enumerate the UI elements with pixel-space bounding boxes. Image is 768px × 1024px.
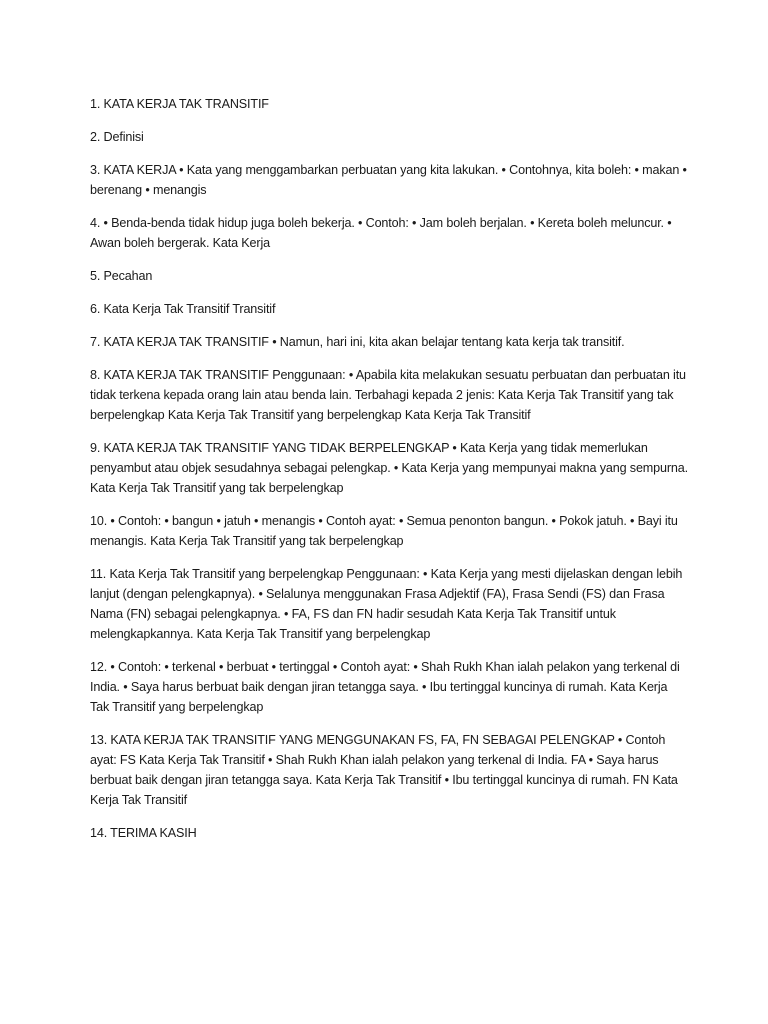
paragraph-1: 1. KATA KERJA TAK TRANSITIF [90, 97, 269, 111]
paragraph-2: 2. Definisi [90, 130, 144, 144]
paragraph-5: 5. Pecahan [90, 269, 153, 283]
paragraph-11: 11. Kata Kerja Tak Transitif yang berpelengkap Penggunaan: • Kata Kerja yang mesti dijelaskan dengan lebih lanjut (dengan pelengkapnya). • Selalunya menggunakan Frasa Adjektif (FA), Frasa Sendi (FS) dan Frasa Nama (FN) sebagai pelengkapnya. • FA, FS dan FN hadir sesudah Kata Kerja Tak Transitif untuk melengkapkannya. Kata Kerja Tak Transitif yang berpelengkap [90, 567, 683, 641]
paragraph-6: 6. Kata Kerja Tak Transitif Transitif [90, 302, 276, 316]
paragraph-14: 14. TERIMA KASIH [90, 826, 197, 840]
paragraph-13: 13. KATA KERJA TAK TRANSITIF YANG MENGGUNAKAN FS, FA, FN SEBAGAI PELENGKAP • Contoh ayat: FS Kata Kerja Tak Transitif • Shah Rukh Khan ialah pelakon yang terkenal di India. FA • Saya harus berbuat baik dengan jiran tetangga saya. Kata Kerja Tak Transitif • Ibu tertinggal kuncinya di rumah. FN Kata Kerja Tak Transitif [90, 733, 678, 807]
paragraph-4: 4. • Benda-benda tidak hidup juga boleh bekerja. • Contoh: • Jam boleh berjalan. • Kereta boleh meluncur. • Awan boleh bergerak. Kata Kerja [90, 216, 672, 250]
paragraph-3: 3. KATA KERJA • Kata yang menggambarkan perbuatan yang kita lakukan. • Contohnya, kita boleh: • makan • berenang • menangis [90, 163, 687, 197]
paragraph-9: 9. KATA KERJA TAK TRANSITIF YANG TIDAK BERPELENGKAP • Kata Kerja yang tidak memerlukan penyambut atau objek sesudahnya sebagai pelengkap. • Kata Kerja yang mempunyai makna yang sempurna. Kata Kerja Tak Transitif yang tak berpelengkap [90, 441, 688, 495]
paragraph-12: 12. • Contoh: • terkenal • berbuat • tertinggal • Contoh ayat: • Shah Rukh Khan ialah pelakon yang terkenal di India. • Saya harus berbuat baik dengan jiran tetangga saya. • Ibu tertinggal kuncinya di rumah. Kata Kerja Tak Transitif yang berpelengkap [90, 660, 680, 714]
paragraph-10: 10. • Contoh: • bangun • jatuh • menangis • Contoh ayat: • Semua penonton bangun. • Pokok jatuh. • Bayi itu menangis. Kata Kerja Tak Transitif yang tak berpelengkap [90, 514, 678, 548]
paragraph-8: 8. KATA KERJA TAK TRANSITIF Penggunaan: • Apabila kita melakukan sesuatu perbuatan dan perbuatan itu tidak terkena kepada orang lain atau benda lain. Terbahagi kepada 2 jenis: Kata Kerja Tak Transitif yang tak berpelengkap Kata Kerja Tak Transitif yang berpelengkap Kata Kerja Tak Transitif [90, 368, 686, 422]
document-body [90, 94, 688, 856]
paragraph-7: 7. KATA KERJA TAK TRANSITIF • Namun, hari ini, kita akan belajar tentang kata kerja tak transitif. [90, 335, 625, 349]
